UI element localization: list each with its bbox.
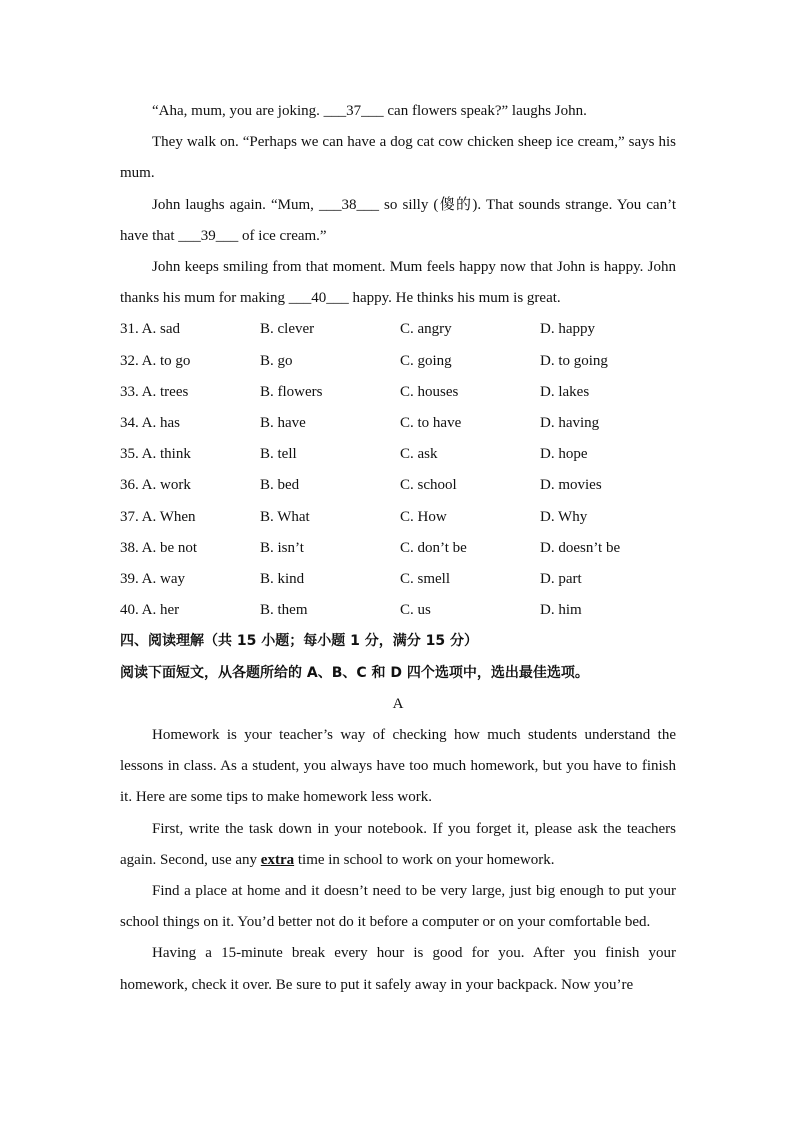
option-a: 34. A. has	[120, 414, 180, 431]
exam-page	[120, 96, 676, 1001]
option-c: C. smell	[400, 570, 451, 587]
option-row	[120, 314, 676, 345]
option-d: D. hope	[540, 446, 588, 463]
option-row	[120, 595, 676, 626]
option-c: C. houses	[400, 383, 459, 400]
option-a: 36. A. work	[120, 477, 191, 494]
option-b: B. go	[260, 352, 293, 369]
option-c: C. to have	[400, 414, 462, 431]
section-instruction: 阅读下面短文，从各题所给的 A、B、C 和 D 四个选项中，选出最佳选项。	[120, 664, 589, 681]
option-b: B. kind	[260, 570, 305, 587]
option-a: 37. A. When	[120, 508, 196, 525]
option-d: D. having	[540, 414, 600, 431]
passage-text: time in school to work on your homework.	[294, 851, 555, 868]
option-c: C. us	[400, 602, 431, 619]
option-a: 32. A. to go	[120, 352, 191, 369]
option-row	[120, 377, 676, 408]
option-a: 38. A. be not	[120, 539, 198, 556]
option-row	[120, 502, 676, 533]
option-b: B. isn’t	[260, 539, 304, 556]
option-d: D. him	[540, 602, 582, 619]
passage-paragraph: “Aha, mum, you are joking. ___37___ can flowers speak?” laughs John.	[152, 103, 587, 119]
option-d: D. part	[540, 570, 582, 587]
passage-paragraph: Homework is your teacher’s way of checking how much students understand the lessons in class. As a student, you always have too much homework, but you have to finish it. Here are some tips to make homework less work.	[120, 726, 676, 806]
option-c: C. school	[400, 477, 457, 494]
option-c: C. angry	[400, 321, 452, 338]
passage-paragraph	[120, 814, 676, 876]
option-c: C. How	[400, 508, 447, 525]
passage-label: A	[392, 695, 404, 712]
passage-paragraph: John keeps smiling from that moment. Mum feels happy now that John is happy. John thanks his mum for making ___40___ happy. He thinks his mum is great.	[120, 259, 676, 307]
option-row	[120, 470, 676, 501]
option-a: 39. A. way	[120, 570, 185, 587]
option-row	[120, 439, 676, 470]
option-b: B. flowers	[260, 383, 323, 400]
option-a: 33. A. trees	[120, 383, 189, 400]
option-b: B. have	[260, 414, 306, 431]
option-c: C. ask	[400, 446, 438, 463]
option-d: D. doesn’t be	[540, 539, 621, 556]
option-d: D. happy	[540, 321, 595, 338]
option-b: B. them	[260, 602, 308, 619]
passage-text: First, write the task down in your notebook. If you forget it, please ask the teachers again. Second, use any	[120, 820, 676, 868]
option-row	[120, 408, 676, 439]
option-b: B. clever	[260, 321, 315, 338]
passage-paragraph: Having a 15-minute break every hour is good for you. After you finish your homework, check it over. Be sure to put it safely away in your backpack. Now you’re	[120, 945, 676, 993]
passage-paragraph: John laughs again. “Mum, ___38___ so silly (傻的). That sounds strange. You can’t have that ___39___ of ice cream.”	[120, 196, 676, 244]
passage-paragraph: They walk on. “Perhaps we can have a dog cat cow chicken sheep ice cream,” says his mum.	[120, 134, 676, 182]
option-c: C. don’t be	[400, 539, 467, 556]
option-c: C. going	[400, 352, 452, 369]
option-d: D. Why	[540, 508, 588, 525]
underlined-word: extra	[260, 851, 295, 868]
option-row	[120, 533, 676, 564]
option-a: 31. A. sad	[120, 321, 180, 338]
answer-options	[120, 314, 676, 626]
option-b: B. tell	[260, 446, 297, 463]
option-b: B. bed	[260, 477, 300, 494]
option-row	[120, 564, 676, 595]
option-d: D. lakes	[540, 383, 590, 400]
passage-paragraph: Find a place at home and it doesn’t need to be very large, just big enough to put your school things on it. You’d better not do it before a computer or on your comfortable bed.	[120, 882, 676, 931]
option-a: 35. A. think	[120, 446, 191, 463]
option-a: 40. A. her	[120, 602, 180, 619]
option-b: B. What	[260, 508, 310, 525]
option-row	[120, 346, 676, 377]
section-title: 四、阅读理解（共 15 小题；每小题 1 分，满分 15 分）	[120, 633, 478, 650]
option-d: D. movies	[540, 477, 602, 494]
option-d: D. to going	[540, 352, 608, 369]
